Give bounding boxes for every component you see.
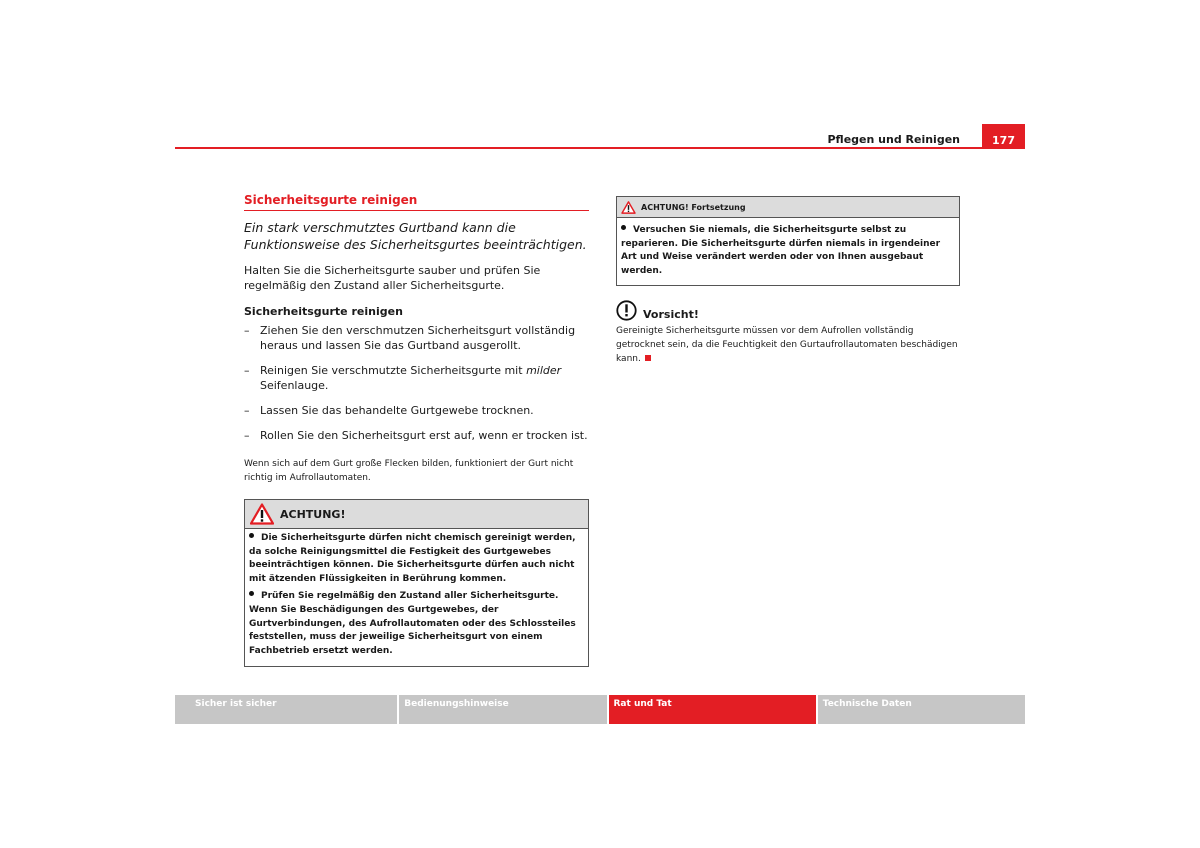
end-of-section-icon — [645, 355, 651, 361]
caution-title: Vorsicht! — [643, 308, 699, 322]
footer-tab-bedienungshinweise[interactable]: Bedienungshinweise — [399, 695, 606, 724]
warning-continued-box — [616, 196, 960, 286]
procedure-step: – Lassen Sie das behandelte Gurtgewebe trocknen. — [244, 404, 534, 417]
procedure-step: – Reinigen Sie verschmutzte Sicherheitsgurte mit milder Seifenlauge. — [244, 364, 562, 392]
footer-tab-rat-und-tat[interactable]: Rat und Tat — [609, 695, 816, 724]
bullet-icon — [249, 533, 254, 538]
chapter-title: Pflegen und Reinigen — [827, 133, 960, 146]
warning-continued-body — [617, 218, 959, 285]
warning-triangle-icon — [621, 201, 636, 214]
header-rule — [175, 147, 1025, 149]
note-paragraph: Wenn sich auf dem Gurt große Flecken bilden, funktioniert der Gurt nicht richtig im Aufrollautomaten. — [244, 459, 574, 483]
bullet-icon — [621, 225, 626, 230]
intro-paragraph: Halten Sie die Sicherheitsgurte sauber und prüfen Sie regelmäßig den Zustand aller Sicherheitsgurte. — [244, 264, 541, 292]
footer-navigation — [175, 695, 1025, 724]
procedure-step: – Ziehen Sie den verschmutzen Sicherheitsgurt vollständig heraus und lassen Sie das Gurtband ausgerollt. — [244, 324, 576, 352]
page-number: 177 — [982, 124, 1025, 149]
warning-item: Prüfen Sie regelmäßig den Zustand aller Sicherheitsgurte. Wenn Sie Beschädigungen des Gurtgewebes, der Gurtverbindungen, des Aufrollautomaten oder des Schlossteiles feststellen, muss der jeweilige Sicherheitsgurt von einem Fachbetrieb ersetzt werden. — [249, 591, 576, 656]
lead-paragraph: Ein stark verschmutztes Gurtband kann die Funktionsweise des Sicherheitsgurtes beeinträchtigen. — [244, 220, 587, 252]
warning-box — [244, 499, 589, 667]
warning-triangle-icon — [250, 503, 274, 525]
warning-item: Versuchen Sie niemals, die Sicherheitsgurte selbst zu reparieren. Die Sicherheitsgurte dürfen niemals in irgendeiner Art und Weise verändert werden oder von Ihnen ausgebaut werden. — [621, 225, 941, 276]
warning-body — [245, 529, 588, 666]
procedure-heading: Sicherheitsgurte reinigen — [244, 305, 403, 318]
warning-continued-header — [617, 197, 959, 218]
footer-tab-technische-daten[interactable]: Technische Daten — [818, 695, 1025, 724]
left-column — [244, 193, 589, 667]
section-title: Sicherheitsgurte reinigen — [244, 193, 589, 211]
procedure-step: – Rollen Sie den Sicherheitsgurt erst auf, wenn er trocken ist. — [244, 429, 588, 442]
caution-text: Gereinigte Sicherheitsgurte müssen vor dem Aufrollen vollständig getrocknet sein, da die Feuchtigkeit den Gurtaufrollautomaten beschädigen kann. — [616, 326, 958, 365]
procedure-steps — [244, 323, 589, 443]
bullet-icon — [249, 591, 254, 596]
right-column — [616, 196, 960, 366]
warning-title: ACHTUNG! — [280, 507, 346, 521]
footer-tab-sicher-ist-sicher[interactable]: Sicher ist sicher — [175, 695, 397, 724]
warning-continued-title: ACHTUNG! Fortsetzung — [641, 202, 746, 212]
exclamation-circle-icon — [616, 300, 637, 321]
warning-header — [245, 500, 588, 529]
warning-item: Die Sicherheitsgurte dürfen nicht chemisch gereinigt werden, da solche Reinigungsmittel die Festigkeit des Gurtgewebes beeinträchtigen können. Die Sicherheitsgurte dürfen auch nicht mit ätzenden Flüssigkeiten in Berührung kommen. — [249, 533, 576, 584]
caution-header — [616, 300, 960, 321]
